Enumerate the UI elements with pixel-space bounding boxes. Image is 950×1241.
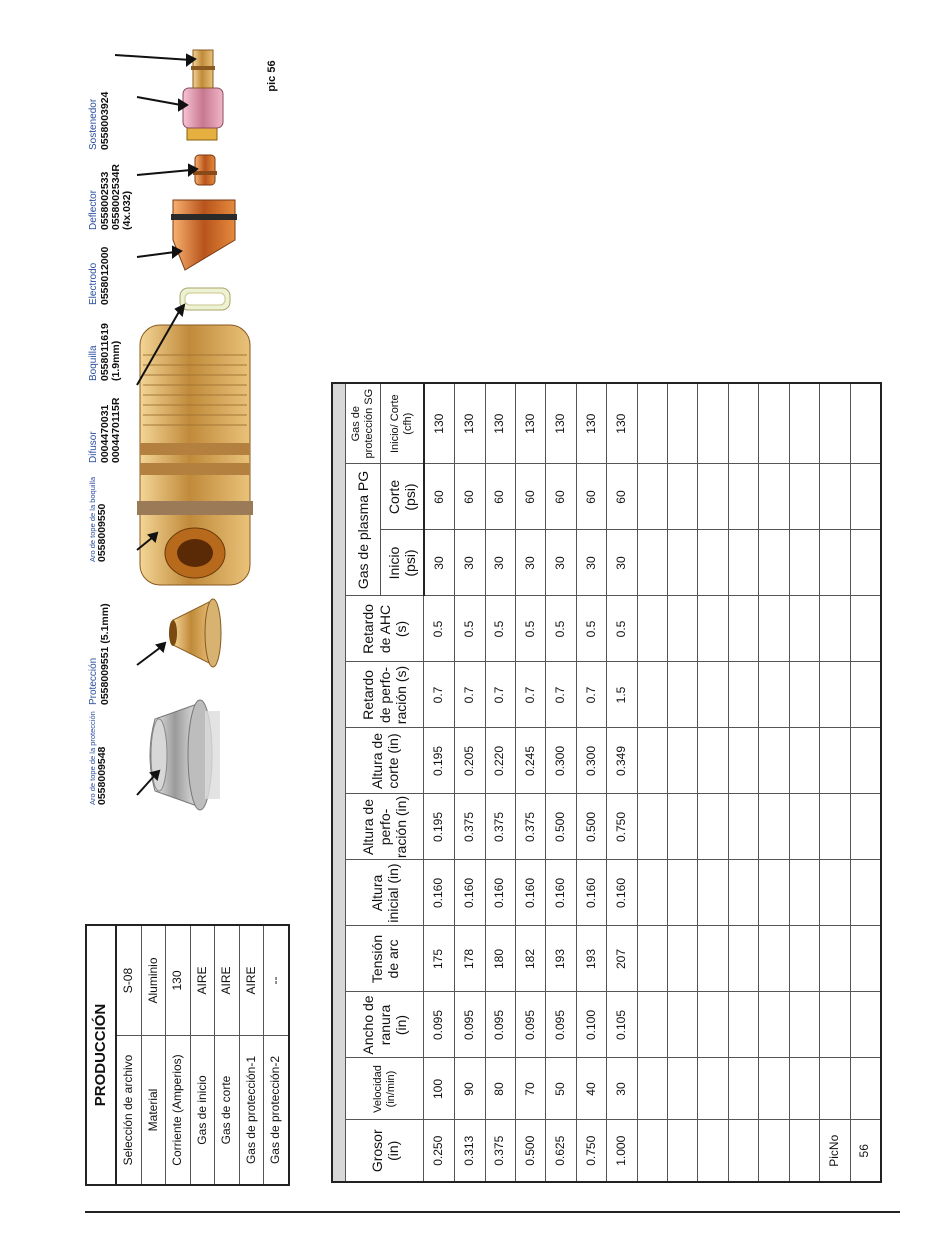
table-cell: 0.500 <box>576 794 606 860</box>
table-cell: 30 <box>424 530 455 596</box>
table-cell <box>850 992 881 1058</box>
table-cell: 100 <box>424 1058 455 1120</box>
table-row <box>516 383 546 1182</box>
table-cell <box>637 662 667 728</box>
table-cell <box>789 992 819 1058</box>
table-cell <box>789 794 819 860</box>
table-cell: 0.095 <box>485 992 515 1058</box>
table-cell: 0.500 <box>546 794 576 860</box>
table-cell <box>759 728 789 794</box>
table-cell: 60 <box>485 464 515 530</box>
cut-parameters-table <box>331 382 882 1183</box>
table-cell <box>850 662 881 728</box>
table-cell: 80 <box>485 1058 515 1120</box>
table-cell <box>728 860 758 926</box>
part-label-electrode: Electrodo 0558012000 <box>88 246 111 305</box>
table-cell: 0.195 <box>424 794 455 860</box>
produccion-label: Material <box>141 1036 165 1186</box>
table-cell <box>698 794 728 860</box>
table-cell: 90 <box>455 1058 485 1120</box>
table-cell <box>728 383 758 464</box>
table-cell: 130 <box>516 383 546 464</box>
table-cell <box>668 860 698 926</box>
table-cell <box>759 1120 789 1182</box>
table-cell <box>728 662 758 728</box>
table-cell: 0.160 <box>424 860 455 926</box>
table-cell <box>759 464 789 530</box>
table-row <box>728 383 758 1182</box>
table-cell <box>637 926 667 992</box>
table-cell <box>637 992 667 1058</box>
table-cell: 0.349 <box>607 728 637 794</box>
produccion-label: Corriente (Amperios) <box>166 1036 190 1186</box>
produccion-table <box>85 924 290 1186</box>
table-cell <box>698 728 728 794</box>
produccion-value: -- <box>264 925 289 1036</box>
table-cell <box>698 860 728 926</box>
table-cell: 178 <box>455 926 485 992</box>
nozzle-retaining-cup-part <box>137 325 253 585</box>
table-cell <box>759 1058 789 1120</box>
produccion-value: AIRE <box>190 925 214 1036</box>
table-cell <box>850 728 881 794</box>
table-cell <box>850 860 881 926</box>
table-cell <box>820 383 850 464</box>
produccion-row <box>141 925 165 1185</box>
table-cell: 175 <box>424 926 455 992</box>
col-header-tension: Tensión de arc <box>346 926 424 992</box>
table-cell <box>728 992 758 1058</box>
table-cell <box>820 662 850 728</box>
produccion-panel <box>85 924 290 1186</box>
part-label-shield-retaining-cup: Aro de tope de la protección 0558009548 <box>88 711 108 805</box>
col-header-altura-perforacion: Altura de perfo- ración (in) <box>346 794 424 860</box>
table-row <box>698 383 728 1182</box>
col-header-grosor: Grosor (in) <box>346 1120 424 1182</box>
table-cell <box>698 530 728 596</box>
table-cell: 0.160 <box>546 860 576 926</box>
table-cell: 0.095 <box>455 992 485 1058</box>
table-row <box>455 383 485 1182</box>
table-cell <box>698 992 728 1058</box>
table-cell <box>698 383 728 464</box>
table-cell <box>820 794 850 860</box>
table-cell: 70 <box>516 1058 546 1120</box>
table-cell: 0.5 <box>485 596 515 662</box>
table-cell: 130 <box>576 383 606 464</box>
table-cell <box>698 926 728 992</box>
table-cell <box>789 728 819 794</box>
pic-label <box>262 54 282 98</box>
table-cell: 60 <box>607 464 637 530</box>
table-cell: 30 <box>485 530 515 596</box>
table-cell: 1.5 <box>607 662 637 728</box>
table-row <box>424 383 455 1182</box>
table-row <box>637 383 667 1182</box>
parts-illustration <box>85 45 285 815</box>
col-header-velocidad: Velocidad (in/min) <box>346 1058 424 1120</box>
table-cell: 193 <box>576 926 606 992</box>
table-cell <box>637 464 667 530</box>
table-cell: 182 <box>516 926 546 992</box>
table-cell: 0.160 <box>516 860 546 926</box>
table-cell <box>668 794 698 860</box>
table-cell <box>728 794 758 860</box>
table-cell: 0.7 <box>516 662 546 728</box>
table-cell: 30 <box>546 530 576 596</box>
table-cell <box>637 530 667 596</box>
table-cell <box>637 794 667 860</box>
produccion-row <box>166 925 190 1185</box>
table-cell <box>698 662 728 728</box>
table-cell <box>637 728 667 794</box>
table-cell: 0.375 <box>485 1120 515 1182</box>
table-cell: 0.5 <box>455 596 485 662</box>
table-cell <box>637 383 667 464</box>
table-cell <box>820 992 850 1058</box>
table-cell <box>759 596 789 662</box>
table-cell: 207 <box>607 926 637 992</box>
table-cell: 0.100 <box>576 992 606 1058</box>
produccion-row <box>264 925 289 1185</box>
table-cell: 0.5 <box>576 596 606 662</box>
table-cell <box>728 464 758 530</box>
table-row <box>820 383 850 1182</box>
table-cell: 0.7 <box>485 662 515 728</box>
produccion-value: 130 <box>166 925 190 1036</box>
col-header-inicio-psi: Inicio (psi) <box>380 530 423 596</box>
table-row <box>668 383 698 1182</box>
table-cell <box>698 1120 728 1182</box>
table-cell <box>820 728 850 794</box>
cut-parameters-panel <box>331 384 882 1183</box>
table-cell: 0.105 <box>607 992 637 1058</box>
table-cell: 180 <box>485 926 515 992</box>
table-cell: 40 <box>576 1058 606 1120</box>
table-cell <box>820 860 850 926</box>
part-label-nozzle: Boquilla 0558011619 (1.9mm) <box>88 323 122 381</box>
table-cell <box>850 596 881 662</box>
table-cell <box>820 464 850 530</box>
footer-divider <box>85 1211 900 1213</box>
table-cell <box>637 860 667 926</box>
table-cell: 1.000 <box>607 1120 637 1182</box>
col-header-altura-inicial: Altura inicial (in) <box>346 860 424 926</box>
table-cell <box>668 926 698 992</box>
part-label-shield: Protección 0558009551 (5.1mm) <box>88 603 111 705</box>
table-cell: 30 <box>607 530 637 596</box>
produccion-row <box>215 925 239 1185</box>
table-row <box>850 383 881 1182</box>
shield-cup-part <box>150 700 220 810</box>
table-cell <box>759 530 789 596</box>
table-cell: 0.313 <box>455 1120 485 1182</box>
table-cell: 0.375 <box>455 794 485 860</box>
shield-cap-part <box>169 599 221 667</box>
table-cell: 130 <box>546 383 576 464</box>
table-cell: 0.095 <box>424 992 455 1058</box>
produccion-value: Aluminio <box>141 925 165 1036</box>
table-cell: 30 <box>455 530 485 596</box>
table-cell: 0.205 <box>455 728 485 794</box>
table-cell <box>668 728 698 794</box>
table-cell <box>698 1058 728 1120</box>
produccion-label: Selección de archivo <box>116 1036 141 1186</box>
table-cell <box>789 596 819 662</box>
table-cell <box>698 596 728 662</box>
picno-value: 56 <box>850 1120 881 1182</box>
nozzle-part <box>171 200 237 270</box>
table-cell: 0.5 <box>516 596 546 662</box>
table-cell: 30 <box>516 530 546 596</box>
table-cell <box>728 1120 758 1182</box>
produccion-value: AIRE <box>215 925 239 1036</box>
table-cell <box>668 1058 698 1120</box>
table-cell: 0.750 <box>607 794 637 860</box>
table-cell <box>789 860 819 926</box>
table-cell: 0.220 <box>485 728 515 794</box>
table-cell <box>789 1120 819 1182</box>
table-cell <box>668 383 698 464</box>
table-cell <box>668 596 698 662</box>
table-cell <box>789 662 819 728</box>
table-cell <box>820 530 850 596</box>
table-row <box>546 383 576 1182</box>
table-cell: 0.5 <box>424 596 455 662</box>
table-cell <box>728 596 758 662</box>
table-cell <box>850 926 881 992</box>
table-row <box>759 383 789 1182</box>
table-cell <box>728 1058 758 1120</box>
table-cell: 0.160 <box>455 860 485 926</box>
table-cell <box>698 464 728 530</box>
table-cell: 0.7 <box>576 662 606 728</box>
table-cell: 0.750 <box>576 1120 606 1182</box>
table-cell: 60 <box>516 464 546 530</box>
col-header-retardo-perforacion: Retardo de perfo- ración (s) <box>346 662 424 728</box>
produccion-row <box>239 925 263 1185</box>
table-cell <box>820 926 850 992</box>
table-cell <box>789 926 819 992</box>
table-cell <box>789 530 819 596</box>
part-label-nozzle-retaining-cup: Aro de tope de la boquilla 0558009550 <box>88 476 108 562</box>
table-cell: 60 <box>424 464 455 530</box>
table-row <box>607 383 637 1182</box>
table-cell: 130 <box>485 383 515 464</box>
table-cell: 0.7 <box>546 662 576 728</box>
table-cell: 0.500 <box>516 1120 546 1182</box>
table-cell <box>668 662 698 728</box>
table-cell <box>637 1058 667 1120</box>
table-cell: 0.7 <box>455 662 485 728</box>
part-label-diffuser: Difusor 0004470031 0004470115R <box>88 397 122 463</box>
produccion-row <box>190 925 214 1185</box>
table-cell: 50 <box>546 1058 576 1120</box>
table-cell <box>668 992 698 1058</box>
table-cell: 60 <box>455 464 485 530</box>
produccion-label: Gas de protección-2 <box>264 1036 289 1186</box>
table-cell <box>759 662 789 728</box>
table-cell <box>668 1120 698 1182</box>
table-cell: 130 <box>455 383 485 464</box>
table-cell: 0.375 <box>485 794 515 860</box>
header-row <box>346 383 381 1182</box>
col-header-ancho: Ancho de ranura (in) <box>346 992 424 1058</box>
table-cell: 0.300 <box>576 728 606 794</box>
shade-cell <box>332 383 346 1182</box>
part-label-holder: Sostenedor 0558003924 <box>88 91 111 150</box>
table-cell <box>820 1058 850 1120</box>
table-cell: 0.245 <box>516 728 546 794</box>
part-label-deflector: Deflector 0558002533 0558002534R (4x.032) <box>88 164 133 230</box>
table-cell <box>850 383 881 464</box>
produccion-title: PRODUCCIÓN <box>86 925 116 1185</box>
table-cell <box>820 596 850 662</box>
table-cell <box>789 464 819 530</box>
table-cell <box>789 1058 819 1120</box>
table-cell <box>850 794 881 860</box>
table-cell: 60 <box>576 464 606 530</box>
table-cell <box>789 383 819 464</box>
table-cell: 30 <box>576 530 606 596</box>
table-body <box>424 383 881 1182</box>
produccion-row <box>116 925 141 1185</box>
table-row <box>789 383 819 1182</box>
col-header-corte-psi: Corte (psi) <box>380 464 423 530</box>
table-cell <box>759 794 789 860</box>
table-cell: 0.300 <box>546 728 576 794</box>
table-cell <box>850 464 881 530</box>
table-cell <box>668 530 698 596</box>
pic-label-text: pic 56 <box>266 60 278 92</box>
table-cell <box>637 1120 667 1182</box>
table-cell <box>728 530 758 596</box>
table-cell: 130 <box>607 383 637 464</box>
col-header-altura-corte: Altura de corte (in) <box>346 728 424 794</box>
table-cell: 0.160 <box>607 860 637 926</box>
swirl-ring-part <box>180 288 230 310</box>
table-cell <box>759 926 789 992</box>
table-cell: 0.7 <box>424 662 455 728</box>
produccion-value: AIRE <box>239 925 263 1036</box>
table-cell: 130 <box>424 383 455 464</box>
produccion-label: Gas de corte <box>215 1036 239 1186</box>
table-cell: 60 <box>546 464 576 530</box>
table-row <box>485 383 515 1182</box>
table-cell <box>728 728 758 794</box>
table-cell <box>759 860 789 926</box>
table-cell: 0.625 <box>546 1120 576 1182</box>
produccion-label: Gas de inicio <box>190 1036 214 1186</box>
header-shade-band <box>332 383 346 1182</box>
table-cell <box>728 926 758 992</box>
table-cell: 0.195 <box>424 728 455 794</box>
table-cell: 0.160 <box>485 860 515 926</box>
col-header-gas-plasma: Gas de plasma PG <box>346 464 381 596</box>
col-header-gas-proteccion: Gas de protección SG <box>346 383 381 464</box>
produccion-label: Gas de protección-1 <box>239 1036 263 1186</box>
table-cell: 193 <box>546 926 576 992</box>
table-cell: 0.5 <box>546 596 576 662</box>
table-cell: 0.095 <box>546 992 576 1058</box>
table-cell: 0.095 <box>516 992 546 1058</box>
table-cell <box>850 530 881 596</box>
table-cell: 0.375 <box>516 794 546 860</box>
produccion-value: S-08 <box>116 925 141 1036</box>
table-cell <box>759 992 789 1058</box>
picno-label: PicNo <box>820 1120 850 1182</box>
table-cell <box>637 596 667 662</box>
table-cell: 0.160 <box>576 860 606 926</box>
table-cell: 0.250 <box>424 1120 455 1182</box>
table-cell: 30 <box>607 1058 637 1120</box>
table-row <box>576 383 606 1182</box>
table-cell: 0.5 <box>607 596 637 662</box>
col-header-inicio-corte-cfh: Inicio/ Corte (cfh) <box>380 383 423 464</box>
table-cell <box>850 1058 881 1120</box>
table-cell <box>759 383 789 464</box>
col-header-retardo-ahc: Retardo de AHC (s) <box>346 596 424 662</box>
table-cell <box>668 464 698 530</box>
